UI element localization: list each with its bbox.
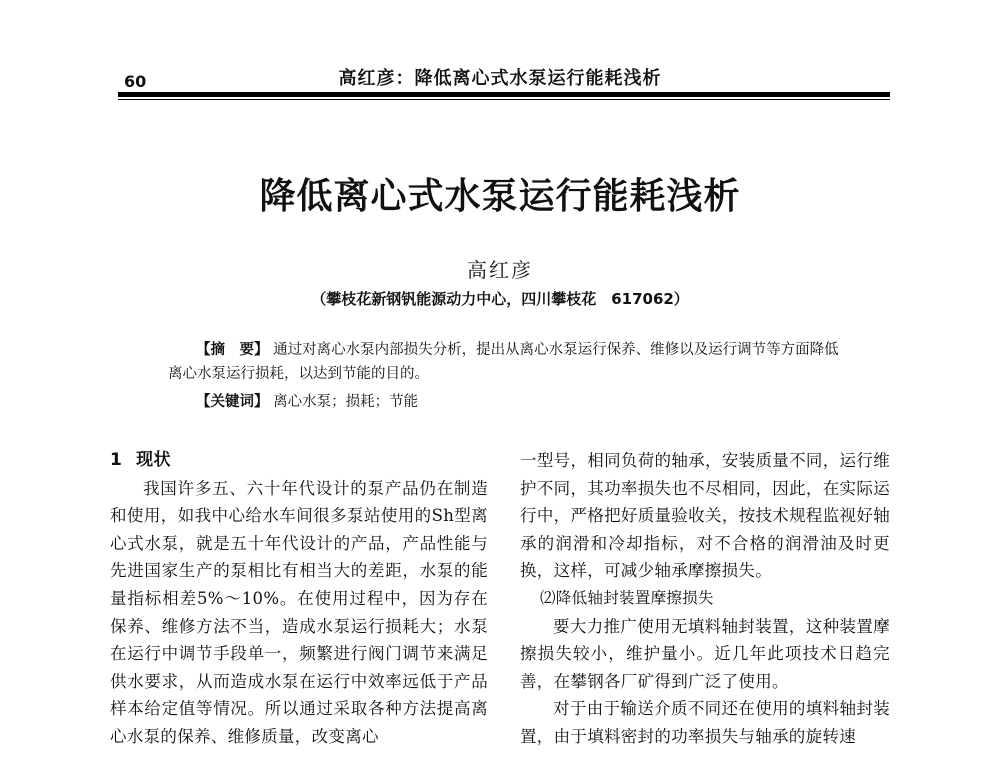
- body-paragraph: 要大力推广使用无填料轴封装置，这种装置摩擦损失较小，维护量小。近几年此项技术日趋完善，在攀钢各厂矿得到广泛了使用。: [520, 616, 890, 691]
- article-title: 降低离心式水泵运行能耗浅析: [259, 175, 741, 217]
- section-heading: [110, 447, 488, 475]
- keywords-text: 离心水泵；损耗；节能: [273, 394, 419, 410]
- page-number: 60: [124, 72, 147, 91]
- header-rule-thin: [118, 99, 890, 100]
- author-name: 高红彦: [467, 258, 533, 282]
- keywords-label: 【关键词】: [196, 394, 269, 410]
- body-column-right: [520, 447, 890, 751]
- section-number: 1: [110, 450, 123, 470]
- section-title: 现状: [136, 450, 171, 470]
- header-rule-thick: [118, 92, 890, 97]
- body-paragraph: 对于由于输送介质不同还在使用的填料轴封装置，由于填料密封的功率损失与轴承的旋转速: [520, 699, 890, 746]
- abstract-paragraph: [168, 338, 840, 386]
- abstract-block: [168, 338, 840, 386]
- keywords-line: [196, 390, 418, 414]
- author-affiliation: （攀枝花新钢钒能源动力中心，四川攀枝花 617062）: [311, 290, 689, 308]
- abstract-text: 通过对离心水泵内部损失分析，提出从离心水泵运行保养、维修以及运行调节等方面降低离心水泵运行损耗，以达到节能的目的。: [168, 342, 839, 382]
- abstract-label: 【摘 要】: [196, 342, 269, 358]
- body-column-left: [110, 447, 488, 751]
- body-paragraph-continued: 一型号，相同负荷的轴承，安装质量不同，运行维护不同，其功率损失也不尽相同，因此，在实际运行中，严格把好质量验收关，按技术规程监视好轴承的润滑和冷却指标，对不合格的润滑油及时更换，这样，可减少轴承摩擦损失。: [520, 451, 890, 581]
- body-paragraph: 我国许多五、六十年代设计的泵产品仍在制造和使用，如我中心给水车间很多泵站使用的Sh型离心式水泵，就是五十年代设计的产品，产品性能与先进国家生产的泵相比有相当大的差距，水泵的能量指标相差5%～10%。在使用过程中，因为存在保养、维修方法不当，造成水泵运行损耗大；水泵在运行中调节手段单一，频繁进行阀门调节来满足供水要求，从而造成水泵在运行中效率远低于产品样本给定值等情况。所以通过采取各种方法提高离心水泵的保养、维修质量，改变离心: [110, 478, 488, 746]
- subsection-heading: ⑵降低轴封装置摩擦损失: [540, 588, 714, 607]
- running-header: 高红彦：降低离心式水泵运行能耗浅析: [338, 68, 662, 89]
